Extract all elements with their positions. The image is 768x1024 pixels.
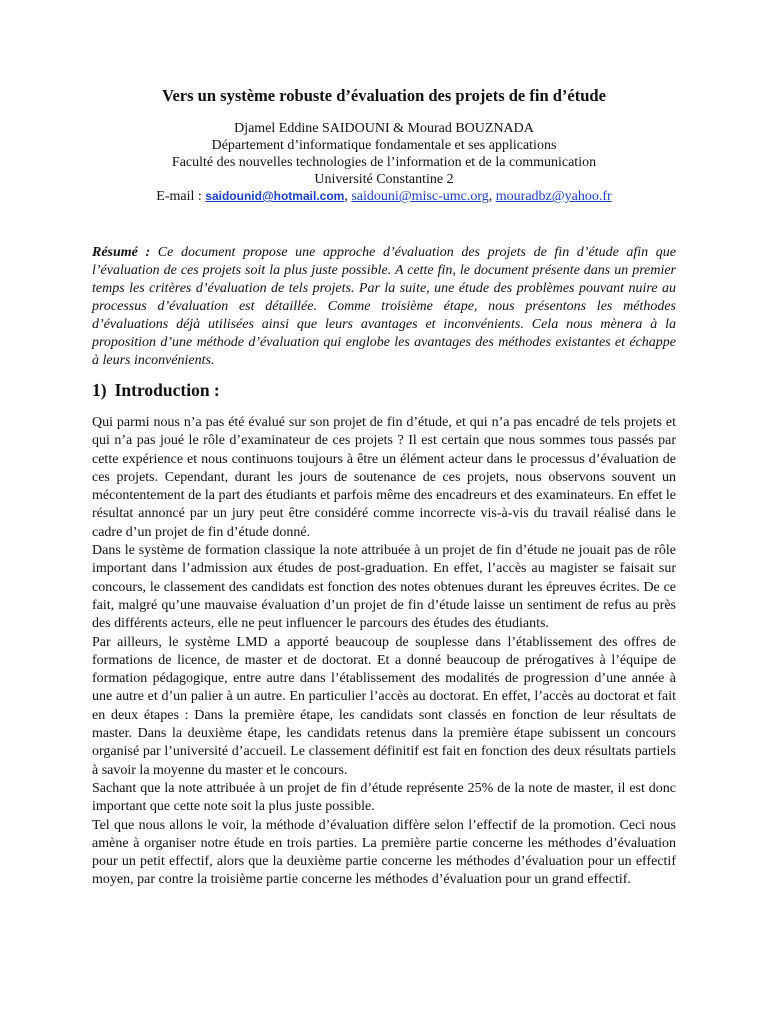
paragraph: Tel que nous allons le voir, la méthode d’évaluation diffère selon l’effectif de la promotion. Ceci nous amène à organiser notre étude en trois parties. La première partie concerne les méthodes d’évaluation pour un petit effectif, alors que la deuxième partie concerne les méthodes d’évaluation pour un effectif moyen, par contre la troisième partie concerne les méthodes d’évaluation pour un grand effectif. [92, 817, 676, 888]
introduction-body [92, 414, 676, 890]
email-label: E-mail : [156, 189, 202, 204]
affiliation-university: Université Constantine 2 [314, 172, 454, 187]
paragraph: Qui parmi nous n’a pas été évalué sur son projet de fin d’étude, et qui n’a pas encadré de tels projets et qui n’a pas joué le rôle d’examinateur de ces projets ? Il est certain que nous sommes tous passés par cette expérience et nous continuons toujours à être un élément acteur dans le processus d’évaluation de ces projets. Cependant, durant les jours de soutenance de ces projets, nous observons souvent un mécontentement de la part des étudiants et parfois même des encadreurs et des examinateurs. En effet le résultat annoncé par un jury peut être considéré comme incorrecte vis-à-vis du travail réalisé dans le cadre d’un projet de fin d’étude donné. [92, 415, 676, 540]
email-link-yahoo[interactable]: mouradbz@yahoo.fr [495, 189, 612, 204]
affiliation-department: Département d’informatique fondamentale et ses applications [211, 138, 557, 153]
section-title: Introduction : [114, 380, 220, 400]
paper-title: Vers un système robuste d’évaluation des projets de fin d’étude [162, 86, 606, 105]
email-separator: , [488, 189, 496, 204]
email-link-hotmail[interactable]: saidounid@hotmail.com [205, 189, 345, 203]
paragraph: Dans le système de formation classique la note attribuée à un projet de fin d’étude ne jouait pas de rôle important dans l’admission aux études de post-graduation. En effet, l’accès au magister se faisait sur concours, le classement des candidats est fonction des notes obtenues durant les épreuves écrites. De ce fait, malgré qu’une mauvaise évaluation d’un projet de fin d’étude laisse un sentiment de refus au près des différents acteurs, elle ne peut influencer le parcours des études des étudiants. [92, 543, 676, 632]
email-link-misc[interactable]: saidouni@misc-umc.org [351, 189, 489, 204]
paragraph: Par ailleurs, le système LMD a apporté beaucoup de souplesse dans l’établissement des offres de formations de licence, de master et de doctorat. Et a donné beaucoup de prérogatives à l’équipe de formation pédagogique, entre autre dans l’établissement des modalités de progression d’une année à une autre et d’un palier à un autre. En particulier l’accès au doctorat. En effet, l’accès au doctorat et fait en deux étapes : Dans la première étape, les candidats sont classés en fonction de leur résultats de master. Dans la deuxième étape, les candidats retenus dans la première étape subissent un concours organisé par l’université d’accueil. Le classement définitif est fait en fonction des deux résultats partiels à savoir la moyenne du master et le concours. [92, 634, 676, 778]
section-heading-introduction [92, 380, 220, 401]
affiliation-faculty: Faculté des nouvelles technologies de l’information et de la communication [171, 155, 597, 170]
paper-header [0, 120, 768, 205]
abstract-label: Résumé : [92, 245, 151, 260]
abstract [92, 244, 676, 370]
email-line [0, 188, 768, 205]
email-separator: , [344, 189, 352, 204]
section-number: 1) [92, 380, 107, 400]
authors: Djamel Eddine SAIDOUNI & Mourad BOUZNADA [234, 121, 534, 136]
abstract-text: Ce document propose une approche d’évaluation des projets de fin d’étude afin que l’évaluation de ces projets soit la plus juste possible. A cette fin, le document présente dans un premier temps les critères d’évaluation de tels projets. Par la suite, une étude des problèmes pouvant nuire au processus d’évaluation est détaillée. Comme troisième étape, nous présentons les méthodes d’évaluations déjà utilisées ainsi que leurs avantages et inconvénients. Cela nous mènera à la proposition d’une méthode d’évaluation qui englobe les avantages des méthodes existantes et échappe à leurs inconvénients. [92, 245, 676, 368]
paragraph: Sachant que la note attribuée à un projet de fin d’étude représente 25% de la note de master, il est donc important que cette note soit la plus juste possible. [92, 780, 676, 815]
